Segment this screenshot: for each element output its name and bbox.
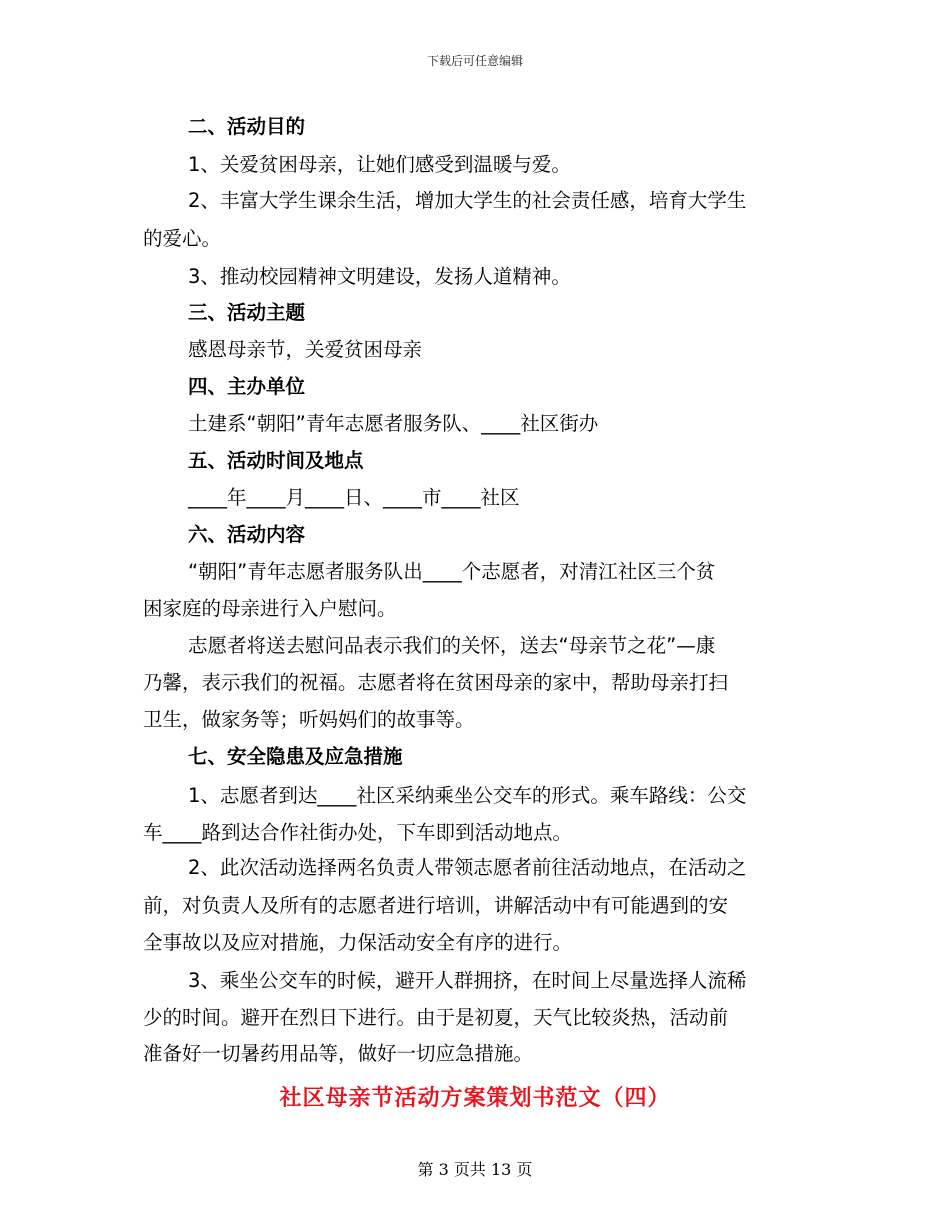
paragraph-line: 感恩母亲节，关爱贫困母亲 bbox=[188, 338, 423, 361]
page-footer: 第 3 页共 13 页 bbox=[417, 1160, 533, 1179]
paragraph-line: 土建系“朝阳”青年志愿者服务队、____社区街办 bbox=[188, 412, 599, 435]
paragraph-line: ____年____月____日、____市____社区 bbox=[188, 486, 520, 509]
section-heading-theme: 三、活动主题 bbox=[188, 301, 306, 324]
paragraph-line: 卫生，做家务等；听妈妈们的故事等。 bbox=[143, 708, 475, 731]
paragraph-line: 困家庭的母亲进行入户慰问。 bbox=[143, 597, 397, 620]
paragraph-line: 1、志愿者到达____社区采纳乘坐公交车的形式。乘车路线：公交 bbox=[188, 784, 747, 807]
paragraph-line: 少的时间。避开在烈日下进行。由于是初夏，天气比较炎热，活动前 bbox=[143, 1006, 729, 1029]
paragraph-line: 1、关爱贫困母亲，让她们感受到温暖与爱。 bbox=[188, 153, 571, 176]
section-heading-safety: 七、安全隐患及应急措施 bbox=[188, 745, 403, 768]
paragraph-line: “朝阳”青年志愿者服务队出____个志愿者，对清江社区三个贫 bbox=[188, 560, 716, 583]
paragraph-line: 2、丰富大学生课余生活，增加大学生的社会责任感，培育大学生 bbox=[188, 189, 747, 212]
next-section-title: 社区母亲节活动方案策划书范文（四） bbox=[279, 1085, 671, 1111]
section-heading-time-place: 五、活动时间及地点 bbox=[188, 449, 364, 472]
page-header: 下载后可任意编辑 bbox=[426, 54, 523, 68]
section-heading-organizer: 四、主办单位 bbox=[188, 375, 306, 398]
paragraph-line: 的爱心。 bbox=[143, 227, 222, 250]
paragraph-line: 志愿者将送去慰问品表示我们的关怀，送去“母亲节之花”—康 bbox=[188, 634, 716, 657]
paragraph-line: 3、推动校园精神文明建设，发扬人道精神。 bbox=[188, 265, 571, 288]
section-heading-purpose: 二、活动目的 bbox=[188, 115, 306, 138]
paragraph-line: 乃馨，表示我们的祝福。志愿者将在贫困母亲的家中，帮助母亲打扫 bbox=[143, 671, 729, 694]
paragraph-line: 全事故以及应对措施，力保活动安全有序的进行。 bbox=[143, 931, 573, 954]
paragraph-line: 准备好一切暑药用品等，做好一切应急措施。 bbox=[143, 1042, 534, 1065]
paragraph-line: 2、此次活动选择两名负责人带领志愿者前往活动地点，在活动之 bbox=[188, 856, 747, 879]
section-heading-content: 六、活动内容 bbox=[188, 523, 306, 546]
paragraph-line: 车____路到达合作社街办处，下车即到活动地点。 bbox=[143, 821, 573, 844]
paragraph-line: 3、乘坐公交车的时候，避开人群拥挤，在时间上尽量选择人流稀 bbox=[188, 969, 747, 992]
paragraph-line: 前，对负责人及所有的志愿者进行培训，讲解活动中有可能遇到的安 bbox=[143, 894, 729, 917]
